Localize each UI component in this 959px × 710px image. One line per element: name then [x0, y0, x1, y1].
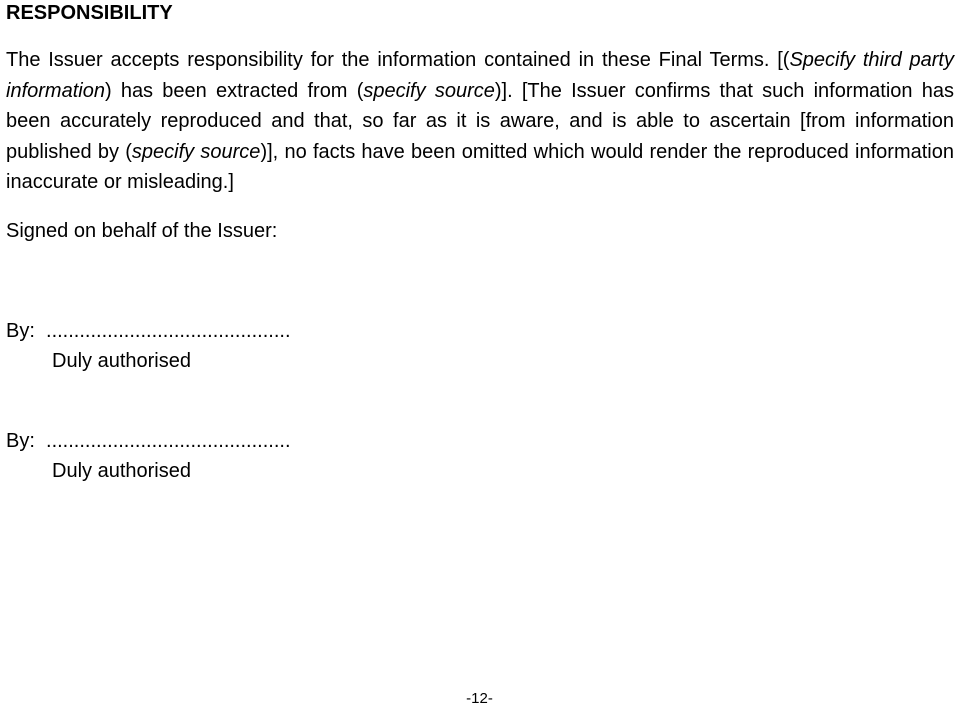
- signatory-role: Duly authorised: [52, 460, 191, 482]
- responsibility-paragraph: [6, 45, 954, 198]
- paragraph-italic-2: specify source: [363, 79, 495, 102]
- paragraph-text-3: )]. [The Issuer confirms that such information has been accurately reproduced and that, so far as it is aware, and is able to ascertain [from information published by (: [6, 79, 954, 163]
- paragraph-italic-3: specify source: [131, 140, 261, 163]
- signature-line: By: ............................................: [6, 320, 291, 342]
- signature-block-2: [6, 426, 291, 486]
- page-number: -12-: [466, 690, 493, 707]
- paragraph-text-4: )], no facts have been omitted which would render the reproduced information inaccurate or misleading.]: [6, 140, 954, 193]
- signature-line: By: ............................................: [6, 430, 291, 452]
- paragraph-italic-1: Specify third party information: [6, 49, 954, 102]
- paragraph-text-2: ) has been extracted from (: [104, 79, 364, 102]
- signature-block-1: [6, 316, 291, 376]
- section-heading: RESPONSIBILITY: [6, 2, 173, 24]
- signatory-role: Duly authorised: [52, 350, 191, 372]
- signed-on-behalf-text: Signed on behalf of the Issuer:: [6, 220, 278, 242]
- paragraph-text-1: The Issuer accepts responsibility for the information contained in these Final Terms. [(: [6, 49, 790, 71]
